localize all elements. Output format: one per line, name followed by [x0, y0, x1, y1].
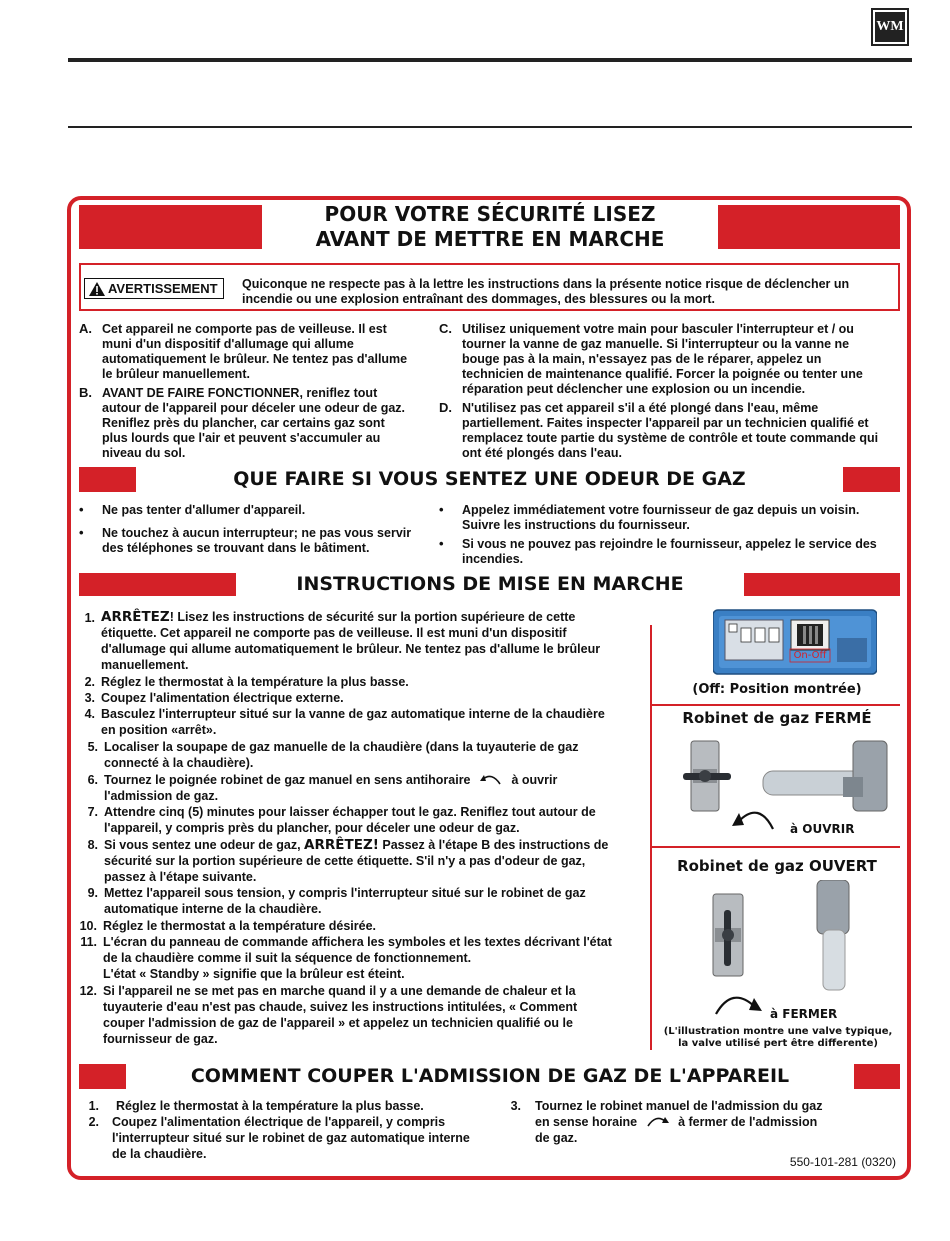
step-number: 10.	[79, 919, 97, 933]
bullet: •	[439, 536, 444, 551]
gas-valve-control-illustration	[713, 608, 877, 676]
text-line: Réglez le thermostat à la température la plus basse.	[116, 1099, 424, 1113]
text-line: Cet appareil ne comporte pas de veilleuse. Il est	[102, 322, 387, 336]
off-position-caption: (Off: Position montrée)	[692, 682, 862, 697]
text-line: automatiquement le brûleur. Ne tentez pas d'allume	[102, 352, 408, 366]
step-11	[103, 934, 643, 982]
text-line: tourner la vanne de gaz manuelle. Si l'interrupteur ou la vanne ne	[462, 337, 850, 351]
text-line	[104, 837, 644, 853]
text-line: réparation peut déclencher une explosion ou un incendie.	[462, 382, 806, 396]
step-7	[104, 804, 644, 836]
text-line: sécurité sur la portion supérieure de cette étiquette. S'il n'y a pas d'odeur de gaz,	[104, 854, 586, 868]
shutoff-number: 2.	[88, 1115, 99, 1129]
warning-line: incendie ou une explosion entraînant des dommages, des blessures ou la mort.	[242, 292, 716, 306]
bullet: •	[439, 502, 444, 517]
step-number: 9.	[87, 886, 98, 900]
item-a-text	[102, 322, 432, 382]
item-c-text	[462, 322, 902, 397]
text-line: Attendre cinq (5) minutes pour laisser échapper tout le gaz. Reniflez tout autour de	[104, 805, 596, 819]
step-1	[101, 609, 641, 673]
text-line: ont été plongés dans l'eau.	[462, 446, 622, 460]
text-line: L'état « Standby » signifie que la brûleur est éteint.	[103, 967, 405, 981]
title-smell: QUE FAIRE SI VOUS SENTEZ UNE ODEUR DE GAZ	[136, 465, 843, 494]
step-9	[104, 885, 644, 917]
text-line: Réglez le thermostat a la température désirée.	[103, 919, 377, 933]
title-safety	[262, 202, 718, 254]
warning-line: Quiconque ne respecte pas à la lettre les instructions dans la présente notice risque de déclencher un	[242, 277, 850, 291]
title-shutoff: COMMENT COUPER L'ADMISSION DE GAZ DE L'APPAREIL	[126, 1062, 854, 1091]
text-fragment: à ouvrir	[511, 773, 558, 787]
item-d-text	[462, 401, 902, 461]
step-number: 5.	[87, 740, 98, 754]
text-line: Ne touchez à aucun interrupteur; ne pas vous servir	[102, 526, 412, 540]
smell-item-2	[102, 526, 432, 556]
clockwise-arrow-icon	[645, 1114, 671, 1128]
smell-item-4	[462, 537, 902, 567]
text-line: Mettez l'appareil sous tension, y compris l'interrupteur situé sur le robinet de gaz	[104, 886, 586, 900]
step-8	[104, 837, 644, 885]
step-2	[101, 674, 641, 690]
text-line: Reniflez près du plancher, car certains gaz sont	[102, 416, 385, 430]
item-letter-d: D.	[439, 400, 452, 415]
item-letter-b: B.	[79, 385, 92, 400]
text-line: partiellement. Faites inspecter l'appareil par un technicien qualifié et	[462, 416, 869, 430]
text-line: Utilisez uniquement votre main pour basculer l'interrupteur et / ou	[462, 322, 854, 336]
text-fragment: Passez à l'étape B des instructions de	[378, 838, 609, 852]
header-rule-bottom	[68, 126, 912, 128]
bullet: •	[79, 502, 84, 517]
text-fragment: Si vous sentez une odeur de gaz,	[104, 838, 305, 852]
text-line: Tournez le robinet manuel de l'admission du gaz	[535, 1099, 823, 1113]
shutoff-item-2	[112, 1114, 492, 1162]
title-safety-line1: POUR VOTRE SÉCURITÉ LISEZ	[324, 202, 656, 226]
text-line: manuellement.	[101, 658, 189, 672]
text-line: de gaz.	[535, 1131, 578, 1145]
text-line: fournisseur de gaz.	[103, 1032, 218, 1046]
text-line: Ne pas tenter d'allumer d'appareil.	[102, 503, 306, 517]
text-fragment: ! Lisez les instructions de sécurité sur la portion supérieure de cette	[169, 610, 576, 624]
text-line: N'utilisez pas cet appareil s'il a été plongé dans l'eau, même	[462, 401, 819, 415]
text-line: L'écran du panneau de commande affichera les symboles et les textes décrivant l'état	[103, 935, 612, 949]
stop-word: ARRÊTEZ!	[304, 837, 379, 853]
step-number: 6.	[87, 773, 98, 787]
text-line: autour de l'appareil pour déceler une odeur de gaz.	[102, 401, 406, 415]
item-b-text	[102, 386, 432, 461]
stop-word: ARRÊTEZ	[101, 609, 170, 625]
step-number: 4.	[84, 707, 95, 721]
text-line: des téléphones se trouvant dans le bâtiment.	[102, 541, 370, 555]
item-letter-a: A.	[79, 321, 92, 336]
text-line: Suivre les instructions du fournisseur.	[462, 518, 690, 532]
text-line: Localiser la soupape de gaz manuelle de la chaudière (dans la tuyauterie de gaz	[104, 740, 579, 754]
warning-triangle-icon	[89, 282, 105, 296]
shutoff-number: 1.	[88, 1099, 99, 1113]
warning-label	[84, 278, 224, 299]
side-panel-rule	[650, 846, 900, 848]
switch-label: On-Off	[793, 650, 827, 661]
text-fragment: à fermer de l'admission	[678, 1115, 818, 1129]
text-line: plus lourds que l'air et peuvent s'accumuler au	[102, 431, 381, 445]
step-12	[103, 983, 643, 1047]
text-line: Coupez l'alimentation électrique de l'appareil, y compris	[112, 1115, 446, 1129]
text-line: Si l'appareil ne se met pas en marche quand il y a une demande de chaleur et la	[103, 984, 576, 998]
step-number: 2.	[84, 675, 95, 689]
text-line: Coupez l'alimentation électrique externe.	[101, 691, 344, 705]
item-letter-c: C.	[439, 321, 452, 336]
smell-item-1	[102, 503, 432, 518]
text-line: technicien de maintenance qualifié. Forcer la poignée ou tenter une	[462, 367, 863, 381]
step-number: 1.	[84, 611, 95, 625]
text-line: l'admission de gaz.	[104, 789, 219, 803]
open-valve-illustration	[705, 880, 855, 992]
open-action-label: à OUVRIR	[790, 822, 855, 836]
step-number: 11.	[80, 935, 97, 949]
text-fragment: Tournez le poignée robinet de gaz manuel en sens antihoraire	[104, 773, 471, 787]
part-number: 550-101-281 (0320)	[789, 1155, 896, 1169]
text-line: niveau du sol.	[102, 446, 186, 460]
text-line: le brûleur manuellement.	[102, 367, 250, 381]
text-line: tuyauterie d'eau n'est pas chaude, suivez les instructions intitulées, « Comment	[103, 1000, 578, 1014]
text-line: bouge pas à la main, n'essayez pas de le réparer, appelez un	[462, 352, 822, 366]
text-line: de la chaudière.	[112, 1147, 207, 1161]
warning-label-text: AVERTISSEMENT	[108, 281, 218, 296]
header-rule-top	[68, 58, 912, 62]
counterclockwise-arrow-icon	[478, 772, 504, 786]
step-number: 3.	[84, 691, 95, 705]
text-line: AVANT DE FAIRE FONCTIONNER, reniflez tout	[102, 386, 378, 400]
text-line: remplacez toute partie du système de contrôle et toute commande qui	[462, 431, 879, 445]
smell-item-3	[462, 503, 902, 533]
text-line: muni d'un dispositif d'allumage qui allume	[102, 337, 354, 351]
text-line: Basculez l'interrupteur situé sur la vanne de gaz automatique interne de la chaudière	[101, 707, 605, 721]
clockwise-arrow-icon	[712, 990, 768, 1018]
step-3	[101, 690, 641, 706]
text-line: connecté à la chaudière).	[104, 756, 254, 770]
manufacturer-logo	[871, 8, 909, 46]
text-line: Si vous ne pouvez pas rejoindre le fournisseur, appelez le service des	[462, 537, 877, 551]
text-line: en position «arrêt».	[101, 723, 217, 737]
step-number: 7.	[87, 805, 98, 819]
text-line	[104, 772, 644, 788]
side-panel-rule	[650, 704, 900, 706]
title-instructions: INSTRUCTIONS DE MISE EN MARCHE	[236, 570, 744, 599]
side-panel-divider	[650, 625, 652, 1050]
text-line: Appelez immédiatement votre fournisseur de gaz depuis un voisin.	[462, 503, 860, 517]
valve-open-title: Robinet de gaz OUVERT	[677, 857, 877, 875]
step-5	[104, 739, 644, 771]
text-line: incendies.	[462, 552, 524, 566]
counterclockwise-arrow-icon	[729, 805, 779, 833]
text-line: étiquette. Cet appareil ne comporte pas de veilleuse. Il est muni d'un dispositif	[101, 626, 567, 640]
step-6	[104, 772, 644, 804]
logo-text: WM	[875, 12, 905, 42]
title-safety-line2: AVANT DE METTRE EN MARCHE	[315, 227, 665, 251]
valve-closed-title: Robinet de gaz FERMÉ	[682, 709, 872, 727]
closed-valve-illustration	[683, 737, 893, 817]
text-line: automatique interne de la chaudière.	[104, 902, 322, 916]
text-line: passez à l'étape suivante.	[104, 870, 257, 884]
shutoff-item-3	[535, 1098, 895, 1146]
text-line: Réglez le thermostat à la température la plus basse.	[101, 675, 409, 689]
text-line: couper l'admission de gaz de l'appareil » et appelez un technicien qualifié ou le	[103, 1016, 573, 1030]
step-number: 12.	[79, 984, 97, 998]
bullet: •	[79, 525, 84, 540]
text-fragment: en sense horaine	[535, 1115, 638, 1129]
shutoff-number: 3.	[510, 1099, 521, 1113]
close-action-label: à FERMER	[770, 1007, 838, 1021]
warning-text	[242, 277, 892, 307]
text-line	[101, 609, 641, 625]
step-10	[103, 918, 643, 934]
step-number: 8.	[87, 838, 98, 852]
text-line: d'allumage qui allume automatiquement le brûleur. Ne tentez pas d'allume le brûleur	[101, 642, 601, 656]
text-line: de la chaudière comme il suit la séquence de fonctionnement.	[103, 951, 472, 965]
illustration-note	[654, 1026, 902, 1050]
text-line: (L'illustration montre une valve typique,	[663, 1026, 893, 1037]
text-line	[535, 1114, 895, 1130]
shutoff-item-1	[116, 1098, 496, 1114]
text-line: l'interrupteur situé sur le robinet de gaz automatique interne	[112, 1131, 470, 1145]
text-line: la valve utilisé pert être differente)	[678, 1038, 878, 1049]
step-4	[101, 706, 641, 738]
text-line: l'appareil, y compris près du plancher, pour déceler une odeur de gaz.	[104, 821, 520, 835]
